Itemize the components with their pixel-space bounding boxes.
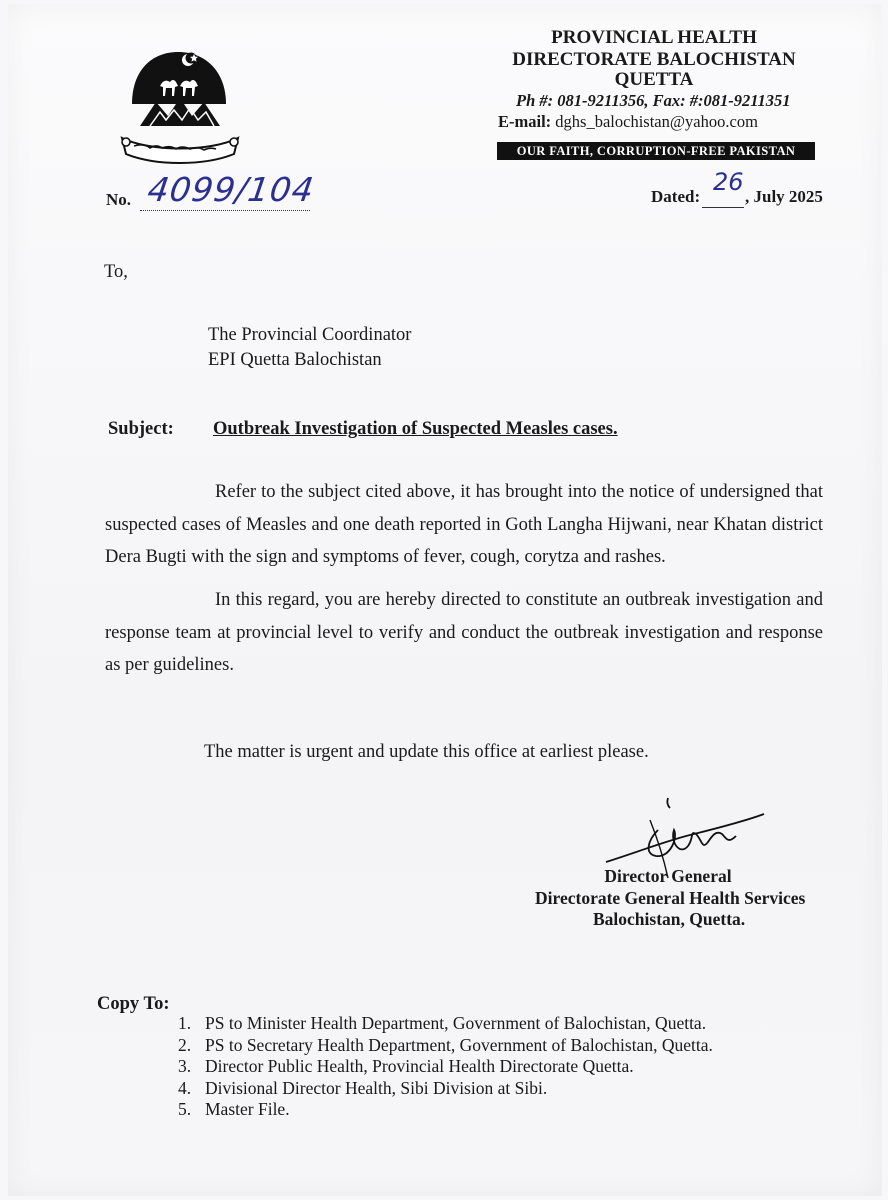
list-item-text: Divisional Director Health, Sibi Division at Sibi. [205,1077,548,1098]
body-paragraph-1-text: Refer to the subject cited above, it has brought into the notice of undersigned that suspected cases of Measles and one death reported in Goth Langha Hijwani, near Khatan district Dera Bugti with the sign and symptoms of fever, cough, corytza and rashes. [105,482,823,567]
recipient-line1: The Provincial Coordinator [208,325,412,345]
signatory-title: Director General [604,866,732,886]
list-item [178,1099,713,1121]
list-item [178,1078,713,1100]
list-item-number: 4. [178,1077,192,1098]
email-address: dghs_balochistan@yahoo.com [555,112,758,131]
copy-to-list [178,1013,713,1121]
body-paragraph-1 [105,476,823,574]
letter-page [8,4,882,1196]
list-item-text: PS to Secretary Health Department, Government of Balochistan, Quetta. [205,1034,713,1055]
list-item-text: Master File. [205,1099,290,1119]
dated-label: Dated: [651,187,701,206]
reference-underline [140,210,310,211]
reference-label: No. [106,190,132,209]
subject-label: Subject: [108,419,174,439]
salutation: To, [104,262,128,282]
signatory-office: Directorate General Health Services [535,888,806,908]
body-paragraph-2-text: In this regard, you are hereby directed to constitute an outbreak investigation and response team at provincial level to verify and conduct the outbreak investigation and response as per guidelines. [105,590,823,675]
letterhead-line3: QUETTA [614,69,694,90]
list-item [178,1035,713,1057]
list-item-number: 1. [178,1013,192,1033]
urgent-note: The matter is urgent and update this office at earliest please. [204,742,649,762]
list-item-text: PS to Minister Health Department, Government of Balochistan, Quetta. [205,1013,707,1033]
body-paragraph-2 [105,584,823,682]
email-label: E-mail: [498,112,552,131]
phone-fax: Ph #: 081-9211356, Fax: #:081-9211351 [516,91,791,110]
motto-banner: OUR FAITH, CORRUPTION-FREE PAKISTAN [497,142,815,160]
reference-number: 4099/104 [145,170,317,209]
list-item [178,1056,713,1078]
balochistan-emblem-icon [120,42,240,170]
email-line [498,112,758,132]
dated-underline [702,207,744,208]
list-item-number: 2. [178,1034,192,1055]
copy-to-label: Copy To: [97,994,170,1014]
dated-day: 26 [713,168,744,196]
letterhead-line1: PROVINCIAL HEALTH [551,27,757,48]
list-item-number: 5. [178,1099,192,1119]
subject-text: Outbreak Investigation of Suspected Measles cases. [213,419,618,439]
list-item [178,1013,713,1035]
dated-month-year: , July 2025 [745,187,823,206]
recipient-line2: EPI Quetta Balochistan [208,350,382,370]
signatory-location: Balochistan, Quetta. [593,909,746,929]
list-item-number: 3. [178,1056,192,1076]
list-item-text: Director Public Health, Provincial Health Directorate Quetta. [205,1056,634,1076]
letterhead-line2: DIRECTORATE BALOCHISTAN [512,49,796,70]
